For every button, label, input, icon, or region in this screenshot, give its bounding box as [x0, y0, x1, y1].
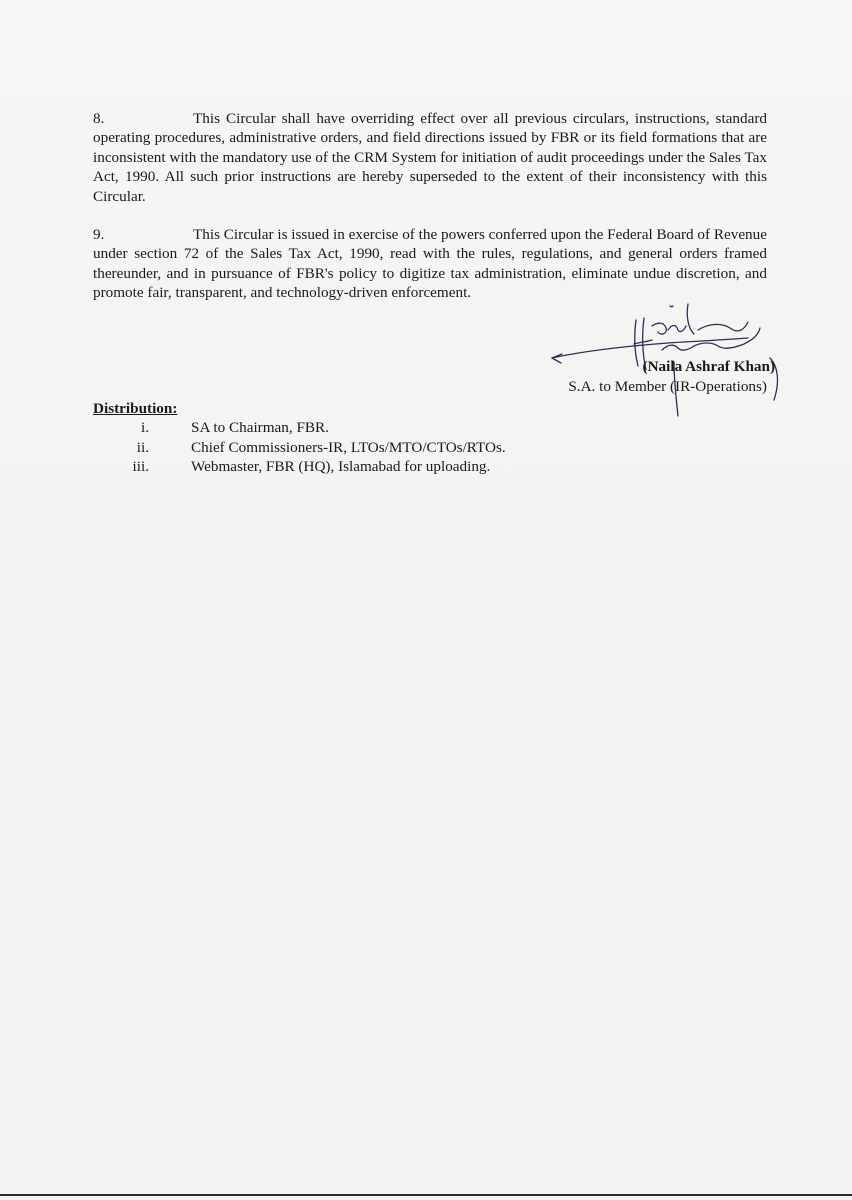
- distribution-item: [93, 457, 491, 477]
- list-marker: iii.: [132, 458, 149, 475]
- page-bottom-edge: [0, 1194, 852, 1196]
- paragraph-9: [93, 225, 767, 303]
- signature-block: [548, 300, 788, 420]
- paragraph-text: This Circular shall have overriding effect over all previous circulars, instructions, standard operating procedures, administrative orders, and field directions issued by FBR or its field formations that are inconsistent with the mandatory use of the CRM System for initiation of audit proceedings under the Sales Tax Act, 1990. All such prior instructions are hereby superseded to the extent of their inconsistency with this Circular.: [93, 110, 767, 205]
- distribution-heading: Distribution:: [93, 400, 178, 417]
- distribution-list: [93, 418, 506, 477]
- distribution-item: [93, 438, 506, 458]
- list-marker: i.: [140, 419, 149, 436]
- list-item-text: Chief Commissioners-IR, LTOs/MTO/CTOs/RTOs.: [191, 438, 506, 456]
- paragraph-8: [93, 109, 767, 206]
- signatory-title: S.A. to Member (IR-Operations): [568, 378, 767, 395]
- list-item-text: Webmaster, FBR (HQ), Islamabad for uploading.: [191, 458, 491, 475]
- list-marker: ii.: [136, 438, 149, 456]
- signatory-name: (Naila Ashraf Khan): [642, 358, 775, 375]
- list-item-text: SA to Chairman, FBR.: [191, 419, 329, 436]
- paragraph-number: 9.: [93, 226, 105, 243]
- distribution-item: [93, 418, 329, 438]
- paragraph-number: 8.: [93, 110, 105, 127]
- paragraph-text: This Circular is issued in exercise of the powers conferred upon the Federal Board of Revenue under section 72 of the Sales Tax Act, 1990, read with the rules, regulations, and general orders framed thereunder, and in pursuance of FBR's policy to digitize tax administration, eliminate undue discretion, and promote fair, transparent, and technology-driven enforcement.: [93, 226, 767, 302]
